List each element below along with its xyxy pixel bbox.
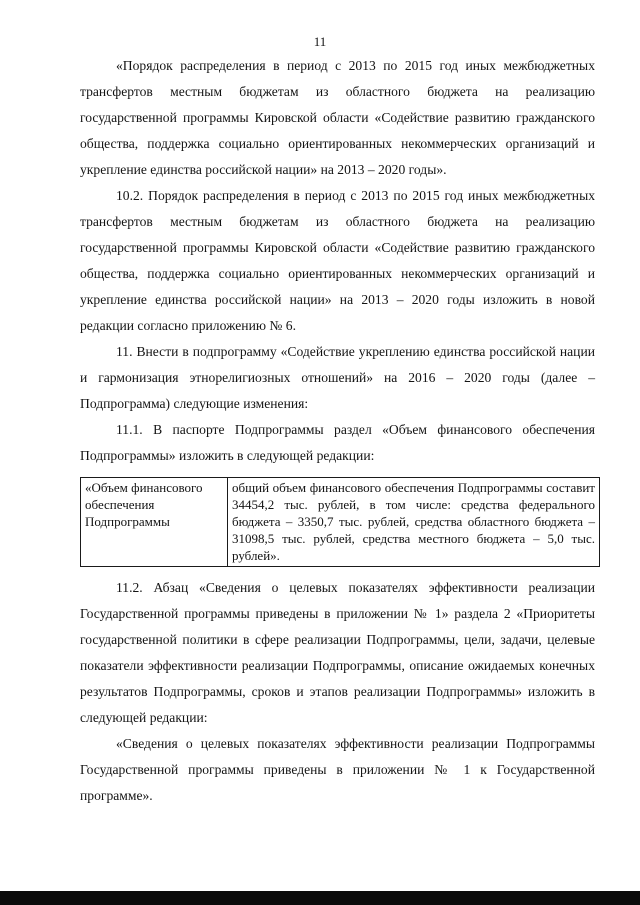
table-cell-value: общий объем финансового обеспечения Подпрограммы составит 34454,2 тыс. рублей, в том числе: средства федерального бюджета – 3350,7 тыс. рублей, средства областного бюджета – 31098,5 тыс. рублей, средства местного бюджета – 5,0 тыс. рублей». — [228, 478, 600, 567]
paragraph-11-1: 11.1. В паспорте Подпрограммы раздел «Объем финансового обеспечения Подпрограммы» изложить в следующей редакции: — [80, 422, 595, 463]
table-row — [81, 478, 600, 567]
paragraph-11-2: 11.2. Абзац «Сведения о целевых показателях эффективности реализации Государственной программы приведены в приложении № 1» раздела 2 «Приоритеты государственной политики в сфере реализации Подпрограммы, цели, задачи, целевые показатели эффективности реализации Подпрограммы, описание ожидаемых конечных результатов Подпрограммы, сроков и этапов реализации Подпрограммы» изложить в следующей редакции: — [80, 580, 595, 725]
paragraph-10-2: 10.2. Порядок распределения в период с 2013 по 2015 год иных межбюджетных трансфертов местным бюджетам из областного бюджета на реализацию государственной программы Кировской области «Содействие развитию гражданского общества, поддержка социально ориентированных некоммерческих организаций и укрепление единства российской нации» на 2013 – 2020 годы изложить в новой редакции согласно приложению № 6. — [80, 188, 595, 333]
paragraph-procedure-title: «Порядок распределения в период с 2013 по 2015 год иных межбюджетных трансфертов местным бюджетам из областного бюджета на реализацию государственной программы Кировской области «Содействие развитию гражданского общества, поддержка социально ориентированных некоммерческих организаций и укрепление единства российской нации» на 2013 – 2020 годы». — [80, 58, 595, 177]
scan-edge-bar — [0, 891, 640, 905]
document-body — [80, 53, 595, 809]
funding-table — [80, 477, 600, 567]
table-cell-label: «Объем финансового обеспечения Подпрограммы — [81, 478, 228, 567]
paragraph-11: 11. Внести в подпрограмму «Содействие укреплению единства российской нации и гармонизация этнорелигиозных отношений» на 2016 – 2020 годы (далее – Подпрограмма) следующие изменения: — [80, 344, 595, 411]
paragraph-new-text: «Сведения о целевых показателях эффективности реализации Подпрограммы Государственной программы приведены в приложении № 1 к Государственной программе». — [80, 736, 595, 803]
page-number: 11 — [313, 34, 327, 49]
